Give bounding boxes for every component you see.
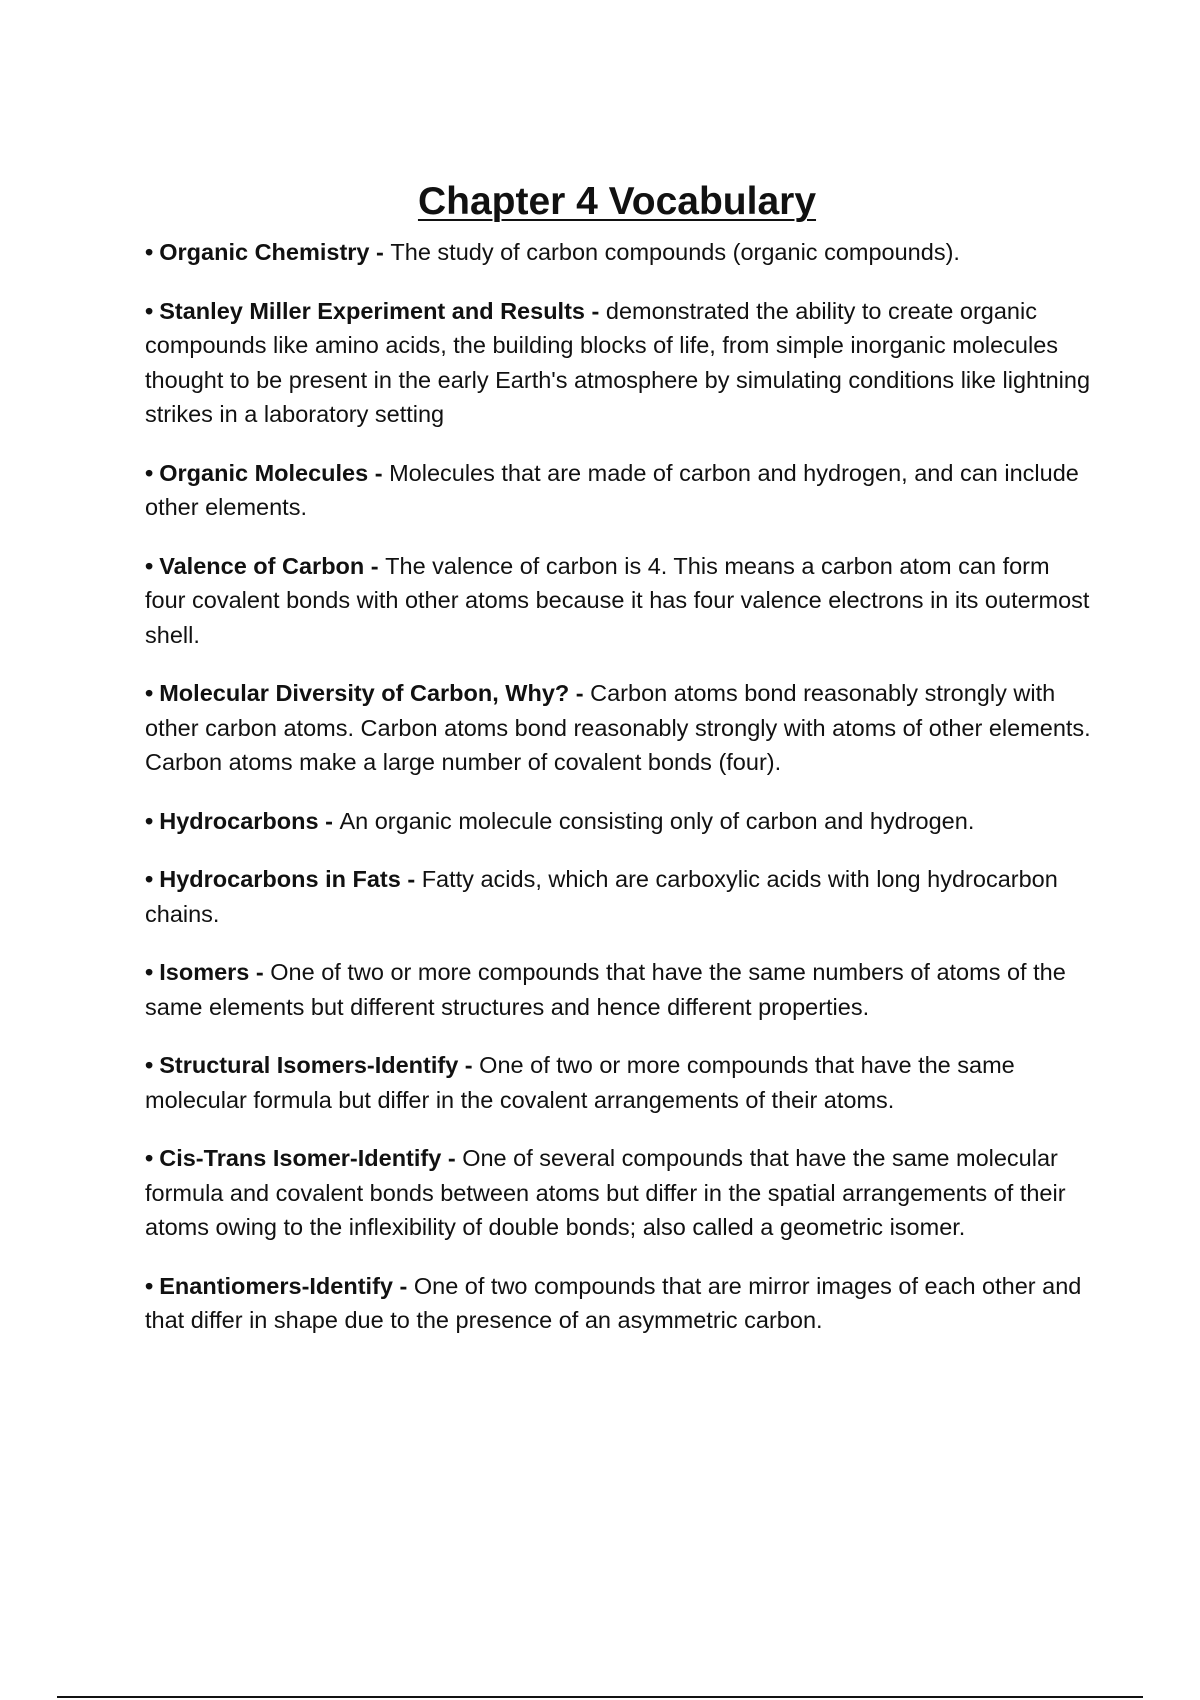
- term-name: Hydrocarbons: [159, 807, 319, 834]
- term-separator: -: [400, 866, 422, 892]
- vocabulary-item: [145, 1048, 1095, 1117]
- page-title: Chapter 4 Vocabulary: [417, 180, 817, 224]
- term-separator: -: [584, 297, 606, 324]
- vocabulary-item: [145, 294, 1095, 432]
- term-name: Cis-Trans Isomer-Identify: [159, 1145, 442, 1171]
- vocabulary-item: [145, 862, 1095, 931]
- bullet-icon: •: [145, 1145, 154, 1171]
- vocabulary-item: [145, 456, 1095, 525]
- term-name: Organic Molecules: [159, 459, 369, 486]
- term-separator: -: [569, 680, 591, 706]
- bullet-icon: •: [145, 552, 154, 579]
- term-separator: -: [458, 1052, 480, 1078]
- vocabulary-item: [145, 676, 1095, 780]
- bullet-icon: •: [145, 1272, 154, 1299]
- term-separator: -: [369, 239, 391, 265]
- term-definition: The valence of carbon is 4. This means a carbon atom can form four covalent bonds with other atoms because it has four valence electrons in its outermost shell.: [145, 552, 1090, 648]
- vocabulary-item: [145, 1269, 1095, 1338]
- term-definition: One of two or more compounds that have the same molecular formula but differ in the covalent arrangements of their atoms.: [145, 1052, 1015, 1113]
- term-definition: Fatty acids, which are carboxylic acids with long hydrocarbon chains.: [145, 866, 1058, 927]
- term-definition: One of two or more compounds that have the same numbers of atoms of the same elements but different structures and hence different properties.: [145, 959, 1066, 1020]
- bullet-icon: •: [145, 680, 154, 706]
- term-separator: -: [368, 459, 390, 486]
- bullet-icon: •: [145, 866, 154, 892]
- term-name: Molecular Diversity of Carbon, Why?: [159, 680, 570, 706]
- bullet-icon: •: [145, 959, 154, 985]
- term-separator: -: [441, 1145, 463, 1171]
- vocabulary-item: [145, 549, 1095, 653]
- bullet-icon: •: [145, 239, 154, 265]
- term-definition: The study of carbon compounds (organic compounds).: [390, 239, 960, 265]
- term-definition: Carbon atoms bond reasonably strongly with other carbon atoms. Carbon atoms bond reasonably strongly with atoms of other elements. Carbon atoms make a large number of covalent bonds (four).: [145, 680, 1091, 775]
- term-name: Isomers: [159, 959, 250, 985]
- vocabulary-item: [145, 235, 1095, 270]
- bullet-icon: •: [145, 459, 154, 486]
- term-separator: -: [249, 959, 271, 985]
- term-name: Valence of Carbon: [159, 552, 365, 579]
- bullet-icon: •: [145, 297, 154, 324]
- bullet-icon: •: [145, 807, 154, 834]
- vocabulary-item: [145, 955, 1095, 1024]
- term-name: Structural Isomers-Identify: [159, 1052, 459, 1078]
- vocabulary-list: [145, 235, 1095, 1362]
- term-definition: Molecules that are made of carbon and hydrogen, and can include other elements.: [145, 459, 1079, 520]
- term-separator: -: [392, 1272, 414, 1299]
- term-name: Stanley Miller Experiment and Results: [159, 297, 585, 324]
- term-definition: demonstrated the ability to create organic compounds like amino acids, the building blocks of life, from simple inorganic molecules thought to be present in the early Earth's atmosphere by simulating conditions like lightning strikes in a laboratory setting: [145, 297, 1091, 427]
- term-name: Organic Chemistry: [159, 239, 370, 265]
- term-definition: One of several compounds that have the same molecular formula and covalent bonds between atoms but differ in the spatial arrangements of their atoms owing to the inflexibility of double bonds; also called a geometric isomer.: [145, 1145, 1066, 1240]
- bullet-icon: •: [145, 1052, 154, 1078]
- vocabulary-item: [145, 804, 1095, 839]
- term-separator: -: [318, 807, 340, 834]
- vocabulary-item: [145, 1141, 1095, 1245]
- term-separator: -: [364, 552, 386, 579]
- term-definition: An organic molecule consisting only of carbon and hydrogen.: [339, 807, 975, 834]
- term-name: Enantiomers-Identify: [159, 1272, 393, 1299]
- term-name: Hydrocarbons in Fats: [159, 866, 401, 892]
- page-bottom-rule: [57, 1696, 1143, 1698]
- term-definition: One of two compounds that are mirror images of each other and that differ in shape due to the presence of an asymmetric carbon.: [145, 1272, 1082, 1333]
